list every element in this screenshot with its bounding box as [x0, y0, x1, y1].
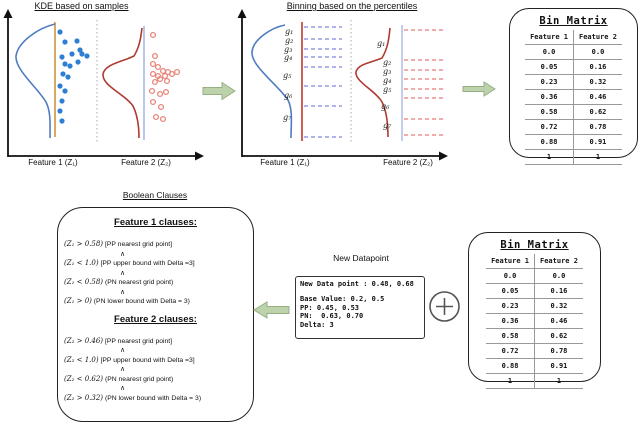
binning-grid-labels	[235, 0, 451, 170]
grid-label: g₁	[285, 27, 294, 36]
table-row: 0.58 0.62	[486, 329, 583, 344]
table-row: 0.72 0.78	[525, 120, 622, 135]
table-row: 0.0 0.0	[525, 45, 622, 60]
and-operator: ∧	[120, 269, 126, 277]
bin-matrix-title: Bin Matrix	[539, 15, 608, 27]
grid-label: g₆	[381, 102, 390, 111]
arrow-left-icon	[252, 298, 292, 322]
clause-line: (Z₂ > 0.46) [PP nearest grid point]	[64, 336, 173, 345]
table-row: 1 1	[525, 150, 622, 165]
table-row: 0.05 0.16	[525, 60, 622, 75]
column-header: Feature 2	[574, 30, 622, 45]
feature1-sample-dots	[57, 29, 89, 123]
feature2-clauses-heading: Feature 2 clauses:	[114, 313, 197, 325]
feature2-sample-dots	[150, 33, 180, 122]
binning-feature1-label: Feature 1 (Z₁)	[260, 158, 310, 167]
grid-label: g₆	[284, 91, 293, 100]
and-operator: ∧	[120, 288, 126, 296]
clause-line: (Z₁ > 0) (PN lower bound with Delta = 3)	[64, 297, 190, 305]
grid-label: g₂	[383, 58, 392, 67]
clause-line: (Z₁ < 0.58) (PN nearest grid point)	[64, 278, 174, 286]
new-datapoint-title: New Datapoint	[333, 253, 389, 263]
table-row: 0.05 0.16	[486, 284, 583, 299]
bin-matrix-title: Bin Matrix	[500, 239, 569, 251]
grid-label: g₂	[285, 36, 294, 45]
feature2-clauses	[64, 337, 253, 404]
grid-label: g₃	[284, 45, 293, 54]
grid-label: g₄	[284, 53, 293, 62]
kde-feature1-label: Feature 1 (Z₁)	[28, 158, 78, 167]
column-header: Feature 2	[535, 254, 583, 269]
x-axis-arrow-icon	[195, 152, 204, 161]
boolean-clauses-box	[57, 207, 254, 422]
table-row: 0.36 0.46	[486, 314, 583, 329]
kde-plot	[0, 8, 215, 170]
column-header: Feature 1	[486, 254, 534, 269]
y-axis-arrow-icon	[4, 9, 13, 18]
clause-line: (Z₂ < 0.62) (PN nearest grid point)	[64, 374, 174, 383]
clause-line: (Z₂ > 0.32) (PN lower bound with Delta = 3)	[64, 393, 202, 402]
table-row: 0.36 0.46	[525, 90, 622, 105]
plus-circle-icon	[428, 290, 461, 323]
new-datapoint-box	[295, 276, 425, 339]
arrow-right-icon	[461, 78, 499, 100]
feature2-kde-curve	[103, 28, 142, 138]
kde-feature2-label: Feature 2 (Z₂)	[121, 158, 171, 167]
table-row: 0.88 0.91	[486, 359, 583, 374]
bin-matrix-table	[486, 254, 583, 389]
and-operator: ∧	[120, 250, 126, 258]
column-header: Feature 1	[525, 30, 573, 45]
pp-value: PP: 0.45, 0.53	[300, 303, 360, 312]
table-row: 0.23 0.32	[486, 299, 583, 314]
grid-label: g₁	[377, 39, 386, 48]
and-operator: ∧	[120, 385, 126, 392]
datapoint-value: New Data point : 0.48, 0.68	[300, 280, 414, 288]
table-row: 0.23 0.32	[525, 75, 622, 90]
clause-line: (Z₁ < 1.0) [PP upper bound with Delta =3]	[64, 259, 195, 267]
pn-value: PN: 0.63, 0.70	[300, 312, 364, 321]
table-row: 0.88 0.91	[525, 135, 622, 150]
table-row: 0.72 0.78	[486, 344, 583, 359]
feature1-kde-curve	[16, 24, 55, 138]
clause-line: (Z₂ < 1.0) [PP upper bound with Delta =3]	[64, 355, 195, 364]
table-row: 0.0 0.0	[486, 269, 583, 284]
table-row: 1 1	[486, 374, 583, 389]
grid-label: g₇	[283, 113, 292, 122]
boolean-clauses-title: Boolean Clauses	[122, 190, 188, 200]
grid-label: g₇	[383, 121, 392, 130]
base-value: Base Value: 0.2, 0.5	[300, 294, 385, 303]
delta-value: Delta: 3	[300, 321, 334, 330]
clause-line: (Z₁ > 0.58) [PP nearest grid point]	[64, 240, 173, 248]
feature1-clauses	[64, 240, 253, 307]
kde-panel-title: KDE based on samples	[34, 1, 129, 11]
and-operator: ∧	[120, 347, 126, 354]
grid-label: g₄	[383, 76, 392, 85]
and-operator: ∧	[120, 366, 126, 373]
feature1-clauses-heading: Feature 1 clauses:	[114, 217, 197, 228]
grid-label: g₅	[383, 85, 392, 94]
binning-feature2-label: Feature 2 (Z₂)	[383, 158, 433, 167]
binning-panel-title: Binning based on the percentiles	[286, 1, 418, 11]
arrow-right-icon	[202, 80, 238, 104]
grid-label: g₃	[383, 67, 392, 76]
grid-label: g₅	[283, 71, 292, 80]
bin-matrix-box-top	[509, 8, 638, 161]
bin-matrix-table	[525, 30, 622, 165]
table-row: 0.58 0.62	[525, 105, 622, 120]
bin-matrix-box-bottom	[468, 232, 601, 385]
